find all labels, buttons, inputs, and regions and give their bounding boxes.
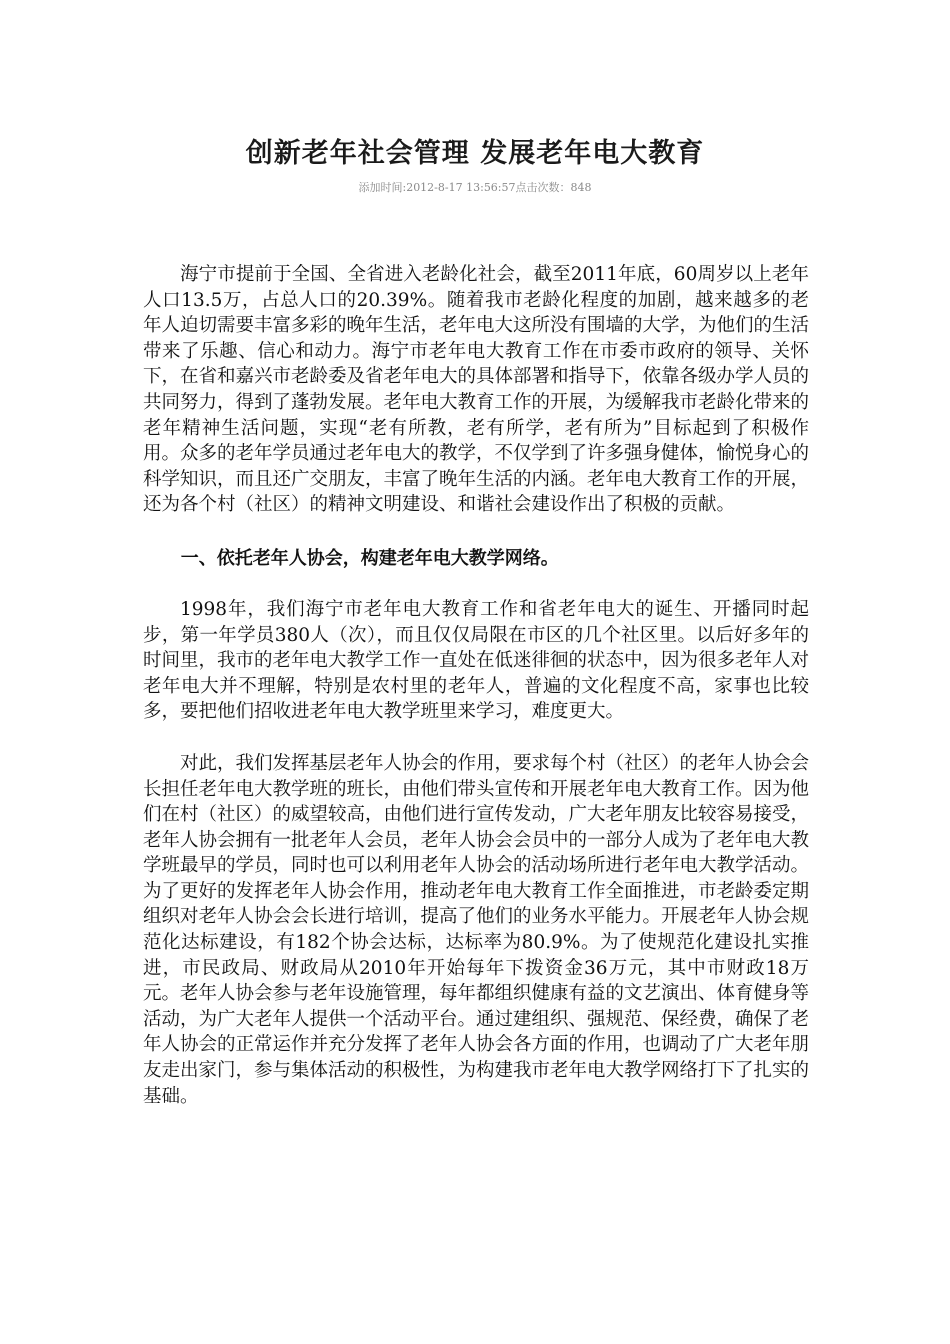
- article-body: [143, 262, 809, 1109]
- section-paragraph: 1998年，我们海宁市老年电大教育工作和省老年电大的诞生、开播同时起步，第一年学员380人（次），而且仅仅局限在市区的几个社区里。以后好多年的时间里，我市的老年电大教学工作一直处在低迷徘徊的状态中，因为很多老年人对老年电大并不理解，特别是农村里的老年人，普遍的文化程度不高，家事也比较多，要把他们招收进老年电大教学班里来学习，难度更大。: [143, 598, 810, 723]
- section-paragraph: 对此，我们发挥基层老年人协会的作用，要求每个村（社区）的老年人协会会长担任老年电大教学班的班长，由他们带头宣传和开展老年电大教育工作。因为他们在村（社区）的威望较高，由他们进行宣传发动，广大老年朋友比较容易接受，老年人协会拥有一批老年人会员，老年人协会会员中的一部分人成为了老年电大教学班最早的学员，同时也可以利用老年人协会的活动场所进行老年电大教学活动。为了更好的发挥老年人协会作用，推动老年电大教育工作全面推进，市老龄委定期组织对老年人协会会长进行培训，提高了他们的业务水平能力。开展老年人协会规范化达标建设，有182个协会达标，达标率为80.9%。为了使规范化建设扎实推进，市民政局、财政局从2010年开始每年下拨资金36万元，其中市财政18万元。老年人协会参与老年设施管理，每年都组织健康有益的文艺演出、体育健身等活动，为广大老年人提供一个活动平台。通过建组织、强规范、保经费，确保了老年人协会的正常运作并充分发挥了老年人协会各方面的作用，也调动了广大老年朋友走出家门，参与集体活动的积极性，为构建我市老年电大教学网络打下了扎实的基础。: [143, 752, 810, 1107]
- intro-paragraph: 海宁市提前于全国、全省进入老龄化社会，截至2011年底，60周岁以上老年人口13.5万，占总人口的20.39%。随着我市老龄化程度的加剧，越来越多的老年人迫切需要丰富多彩的晚年生活，老年电大这所没有围墙的大学，为他们的生活带来了乐趣、信心和动力。海宁市老年电大教育工作在市委市政府的领导、关怀下，在省和嘉兴市老龄委及省老年电大的具体部署和指导下，依靠各级办学人员的共同努力，得到了蓬勃发展。老年电大教育工作的开展，为缓解我市老龄化带来的老年精神生活问题，实现“老有所教，老有所学，老有所为”目标起到了积极作用。众多的老年学员通过老年电大的教学，不仅学到了许多强身健体，愉悦身心的科学知识，而且还广交朋友，丰富了晚年生活的内涵。老年电大教育工作的开展，还为各个村（社区）的精神文明建设、和谐社会建设作出了积极的贡献。: [143, 264, 810, 516]
- article-meta: 添加时间:2012-8-17 13:56:57点击次数：848: [358, 181, 592, 194]
- section-heading: 一、依托老年人协会，构建老年电大教学网络。: [180, 547, 559, 569]
- page-title: 创新老年社会管理 发展老年电大教育: [245, 138, 705, 169]
